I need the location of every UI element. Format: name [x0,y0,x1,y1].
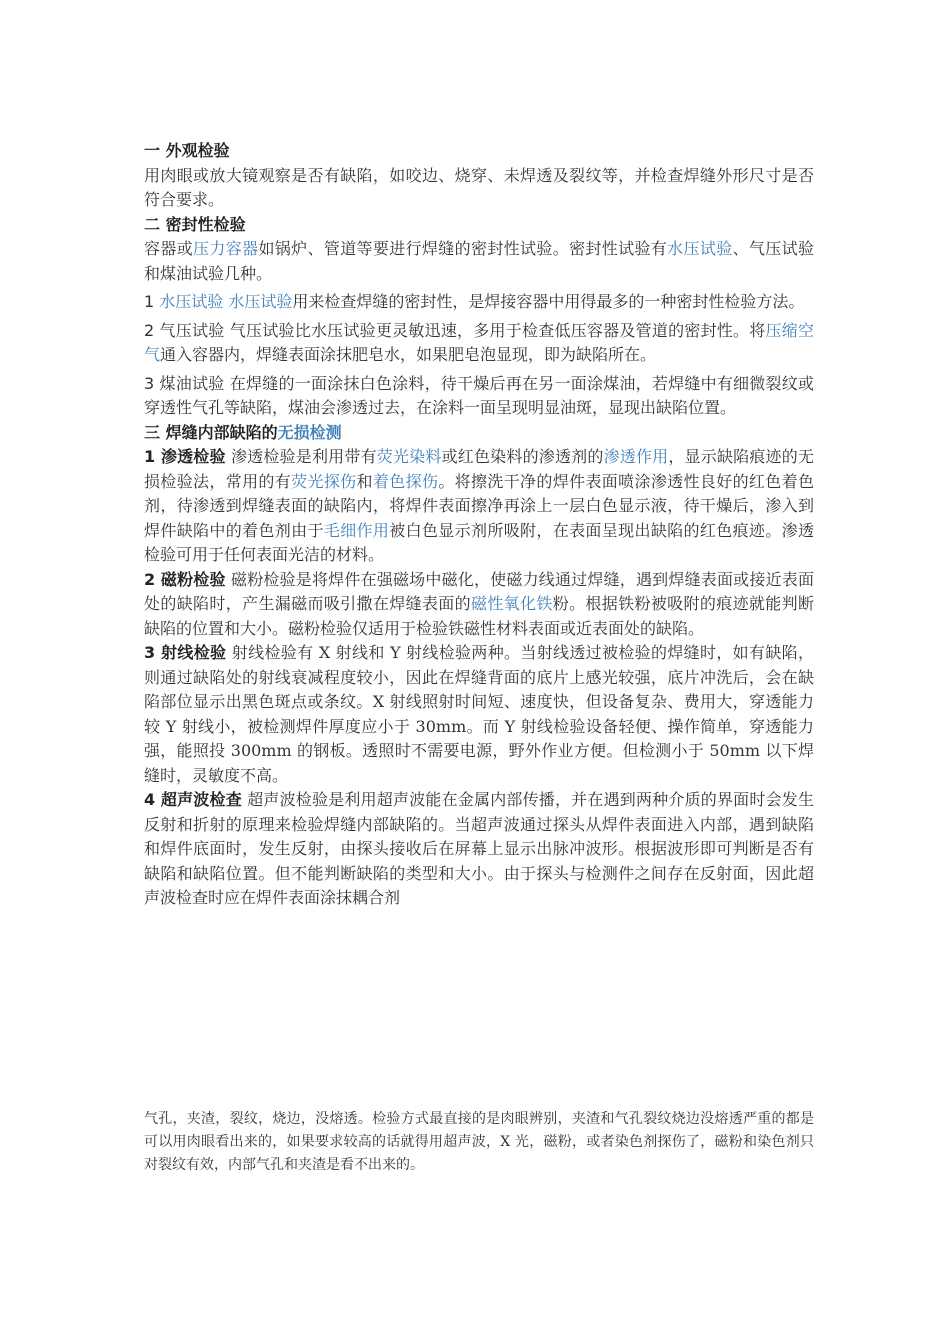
text: 在焊缝的一面涂抹白色涂料，待干燥后再在另一面涂煤油，若焊缝中有细微裂纹或穿透性气孔等缺陷，煤油会渗透过去，在涂料一面呈现明显油斑，显现出缺陷位置。 [144,373,814,417]
text: 射线检验有 X 射线和 Y 射线检验两种。当射线透过被检验的焊缝时，如有缺陷，则通过缺陷处的射线衰减程度较小，因此在焊缝背面的底片上感光较强，底片冲洗后，会在缺陷部位显示出黑色斑点或条纹。X 射线照射时间短、速度快，但设备复杂、费用大，穿透能力较 Y 射线小，被检测焊件厚度应小于 30mm。而 Y 射线检验设备轻便、操作简单，穿透能力强，能照投 300mm 的钢板。透照时不需要电源，野外作业方便。但检测小于 50mm 以下焊缝时，灵敏度不高。 [144,643,814,785]
text: 如锅炉、管道等要进行焊缝的密封性试验。密封性试验有 [258,239,668,258]
link-ndt[interactable]: 无损检测 [277,422,342,442]
item-label: 2 磁粉检验 [144,569,226,589]
text: 被白色显示剂所吸附，在表面呈现出缺陷的红色痕迹。渗透检验可用于任何表面光洁的材料。 [144,520,814,564]
seal-item-air [144,319,814,368]
link-dye-inspection[interactable]: 着色探伤 [372,471,439,491]
text: 气压试验比水压试验更灵敏迅速，多用于检查低压容器及管道的密封性。将 [224,320,766,340]
item-label: 3 煤油试验 [144,373,225,393]
text: 或红色染料的渗透剂的 [441,447,604,466]
section-heading-seal: 二 密封性检验 [144,214,246,234]
text: 用来检查焊缝的密封性，是焊接容器中用得最多的一种密封性检验方法。 [292,292,805,311]
link-capillary[interactable]: 毛细作用 [323,520,390,540]
link-pressure-vessel[interactable]: 压力容器 [193,239,259,258]
article [144,139,814,911]
text: 渗透检验是利用带有 [225,447,377,466]
text: 磁粉检验是将焊件在强磁场中磁化，使磁力线通过焊缝，遇到焊缝表面或接近表面处的缺陷时，产生漏磁而吸引撒在焊缝表面的 [144,569,814,613]
ndt-item-radiography [144,641,814,788]
link-magnetic-iron-oxide[interactable]: 磁性氧化铁 [470,594,553,613]
heading-text: 三 焊缝内部缺陷的 [144,422,278,442]
seal-intro [144,237,814,286]
item-label: 3 射线检验 [144,643,227,662]
section-heading-ndt [144,421,814,446]
section-heading-visual: 一 外观检验 [144,141,230,160]
text: 超声波检验是利用超声波能在金属内部传播，并在遇到两种介质的界面时会发生反射和折射的原理来检验焊缝内部缺陷的。当超声波通过探头从焊件表面进入内部，遇到缺陷和焊件底面时，发生反射，由探头接收后在屏幕上显示出脉冲波形。根据波形即可判断是否有缺陷和缺陷位置。但不能判断缺陷的类型和大小。由于探头与检测件之间存在反射面，因此超声波检查时应在焊件表面涂抹耦合剂 [144,790,814,907]
text: 粉。根据铁粉被吸附的痕迹就能判断缺陷的位置和大小。磁粉检验仅适用于检验铁磁性材料表面或近表面处的缺陷。 [144,594,814,638]
item-label: 4 超声波检查 [144,790,242,809]
text: 容器或 [144,239,194,258]
link-compressed-air[interactable]: 压缩空气 [144,320,814,364]
link-fluorescent-inspection[interactable]: 荧光探伤 [291,471,357,491]
seal-item-kerosene [144,372,814,421]
section-body-visual: 用肉眼或放大镜观察是否有缺陷，如咬边、烧穿、未焊透及裂纹等，并检查焊缝外形尺寸是否符合要求。 [144,165,814,209]
text: 和 [356,471,373,491]
link-fluorescent-dye[interactable]: 荧光染料 [376,447,442,466]
ndt-item-penetrant [144,445,814,568]
defect-note: 气孔，夹渣，裂纹，烧边，没熔透。检验方式最直接的是肉眼辨别，夹渣和气孔裂纹烧边没熔透严重的都是可以用肉眼看出来的，如果要求较高的话就得用超声波，X 光，磁粉，或者染色剂探伤了，磁粉和染色剂只对裂纹有效，内部气孔和夹渣是看不出来的。 [144,1111,814,1173]
item-label: 1 渗透检验 [144,447,226,466]
text: ，显示缺陷痕迹的无损检验法，常用的有 [144,447,814,491]
link-hydro-test-title[interactable]: 水压试验 [159,292,224,311]
link-hydro-test[interactable]: 水压试验 [667,239,733,258]
link-penetration[interactable]: 渗透作用 [603,447,669,466]
item-label: 2 气压试验 [144,320,225,340]
text: 。将擦洗干净的焊件表面喷涂渗透性良好的红色着色剂，待渗透到焊缝表面的缺陷内，将焊件表面擦净再涂上一层白色显示液，待干燥后，渗入到焊件缺陷中的着色剂由于 [144,471,814,540]
item-number: 1 [144,292,160,311]
text: 通入容器内，焊缝表面涂抹肥皂水，如果肥皂泡显现，即为缺陷所在。 [160,345,657,364]
ndt-item-magnetic [144,568,814,642]
link-hydro-test-body[interactable]: 水压试验 [228,292,293,311]
text: 、气压试验和煤油试验几种。 [144,239,814,283]
seal-item-hydro [144,290,814,315]
ndt-item-ultrasonic [144,788,814,911]
